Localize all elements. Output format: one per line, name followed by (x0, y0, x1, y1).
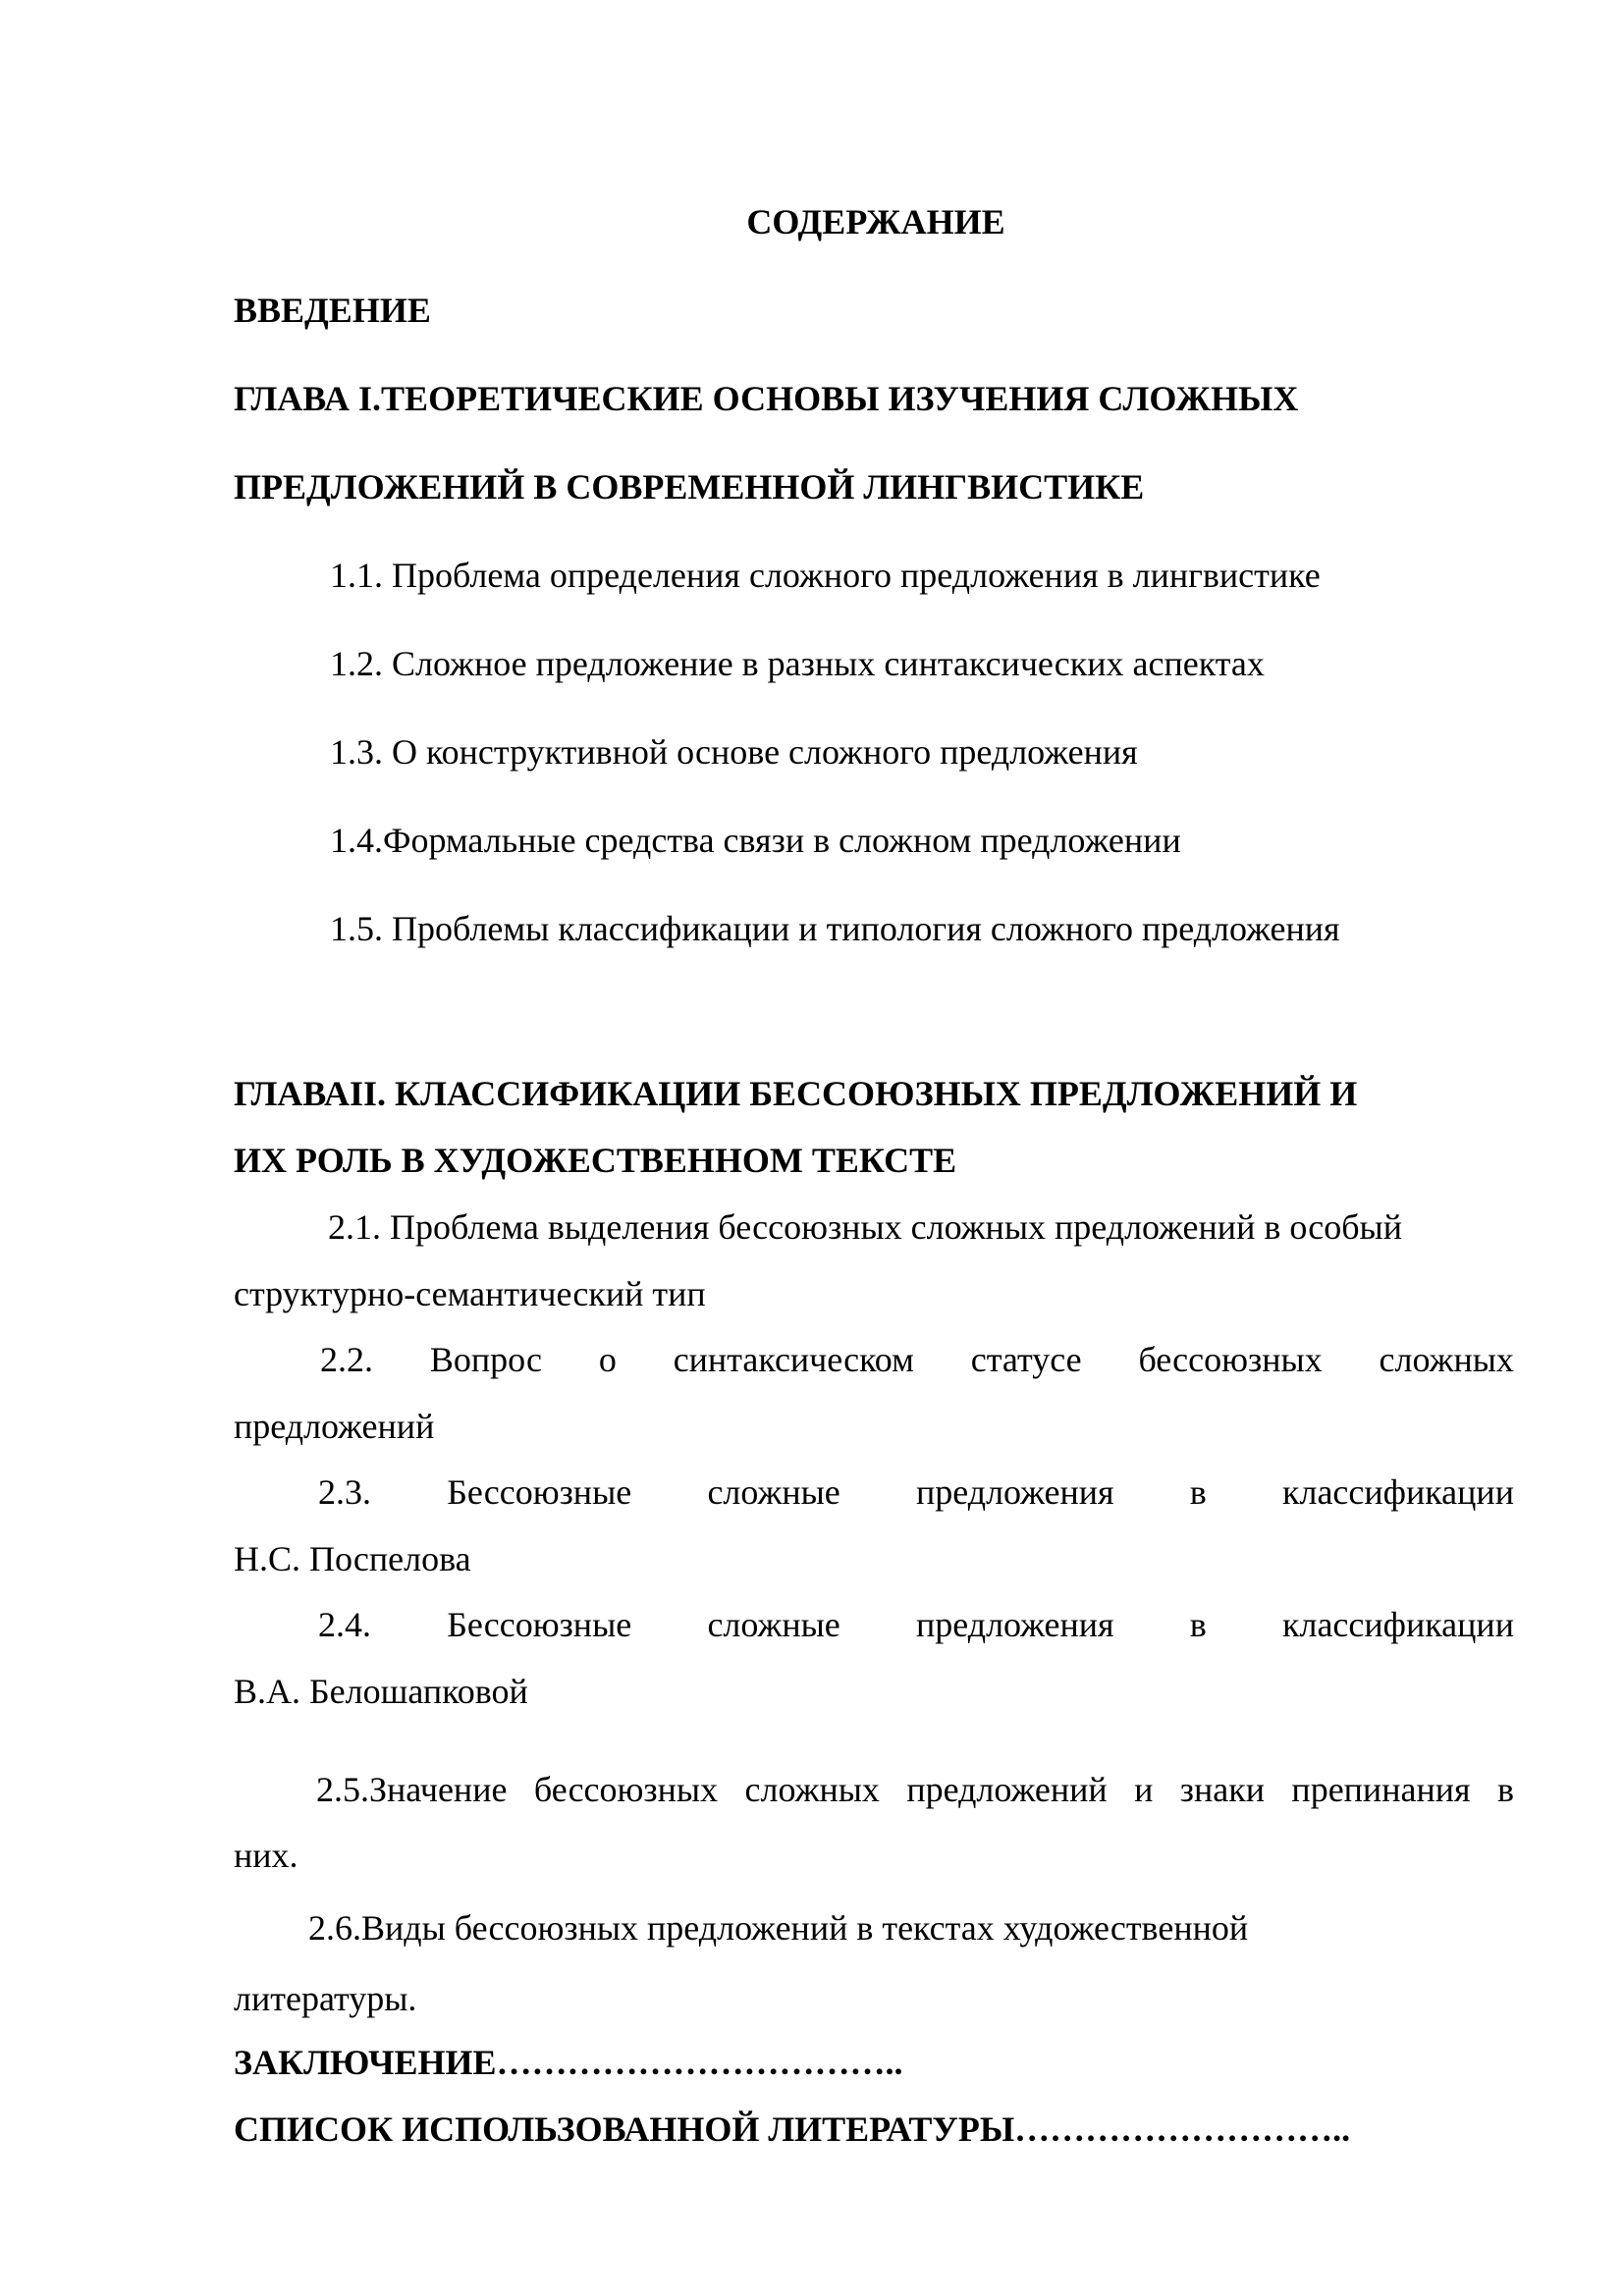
word: 2.4. (318, 1605, 371, 1644)
word: 2.2. (320, 1340, 373, 1379)
word: в (1189, 1605, 1207, 1644)
chapter1-heading-line2: ПРЕДЛОЖЕНИЙ В СОВРЕМЕННОЙ ЛИНГВИСТИКЕ (234, 467, 1145, 507)
toc-item-1-3: 1.3. О конструктивной основе сложного предложения (330, 732, 1138, 772)
toc-item-1-1: 1.1. Проблема определения сложного предложения в лингвистике (330, 556, 1321, 595)
word: синтаксическом (673, 1340, 914, 1379)
toc-item-2-2-line2: предложений (234, 1407, 435, 1446)
word: предложения (915, 1472, 1114, 1512)
toc-item-1-5: 1.5. Проблемы классификации и типология сложного предложения (330, 909, 1340, 948)
toc-item-2-1-line1 (328, 1205, 1514, 1249)
word: сложные (707, 1472, 840, 1512)
toc-title: СОДЕРЖАНИЕ (746, 202, 1005, 241)
word: Вопрос (429, 1340, 542, 1379)
word: классификации (1281, 1472, 1514, 1512)
toc-bibliography: СПИСОК ИСПОЛЬЗОВАННОЙ ЛИТЕРАТУРЫ……………………….. (234, 2109, 1351, 2149)
word: 2.3. (318, 1472, 371, 1512)
word: о (598, 1340, 617, 1379)
word: бессоюзных (533, 1770, 719, 1809)
word: в (1496, 1770, 1514, 1809)
word: сложных (1379, 1340, 1514, 1379)
toc-item-2-4-line2: В.А. Белошапковой (234, 1672, 528, 1711)
word: предложений (906, 1770, 1108, 1809)
toc-item-2-5-line2: них. (234, 1836, 298, 1875)
word: и (1134, 1770, 1154, 1809)
chapter2-heading-line2: ИХ РОЛЬ В ХУДОЖЕСТВЕННОМ ТЕКСТЕ (234, 1141, 957, 1180)
toc-item-2-3-line2: Н.С. Поспелова (234, 1539, 471, 1578)
word: классификации (1281, 1605, 1514, 1644)
chapter2-heading-line1: ГЛАВАII. КЛАССИФИКАЦИИ БЕССОЮЗНЫХ ПРЕДЛОЖЕНИЙ И (234, 1074, 1358, 1113)
toc-conclusion: ЗАКЛЮЧЕНИЕ…………………………….. (234, 2043, 903, 2082)
word: статусе (970, 1340, 1082, 1379)
toc-item-2-4-line1 (318, 1603, 1514, 1646)
word: бессоюзных (1138, 1340, 1323, 1379)
toc-item-2-1-line2: структурно-семантический тип (234, 1274, 706, 1313)
toc-item-2-6-line1: 2.6.Виды бессоюзных предложений в текстах художественной (308, 1908, 1249, 1948)
chapter1-heading-line1: ГЛАВА I.ТЕОРЕТИЧЕСКИЕ ОСНОВЫ ИЗУЧЕНИЯ СЛОЖНЫХ (234, 379, 1299, 418)
word: сложные (707, 1605, 840, 1644)
toc-item-2-5-line1 (316, 1768, 1514, 1811)
toc-item-1-4: 1.4.Формальные средства связи в сложном предложении (330, 821, 1181, 860)
word: препинания (1291, 1770, 1471, 1809)
toc-intro: ВВЕДЕНИЕ (234, 291, 431, 330)
word: сложных (744, 1770, 880, 1809)
word: Бессоюзные (447, 1472, 632, 1512)
toc-item-1-2: 1.2. Сложное предложение в разных синтаксических аспектах (330, 644, 1265, 683)
toc-item-2-3-line1 (318, 1470, 1514, 1514)
word: предложения (915, 1605, 1114, 1644)
word: в (1189, 1472, 1207, 1512)
toc-item-2-6-line2: литературы. (234, 1979, 417, 2018)
word: Бессоюзные (447, 1605, 632, 1644)
word: 2.5.Значение (316, 1770, 508, 1809)
toc-item-2-2-line1 (320, 1338, 1514, 1381)
word: знаки (1179, 1770, 1265, 1809)
toc-item-2-1-text: 2.1. Проблема выделения бессоюзных сложных предложений в особый (328, 1207, 1402, 1247)
